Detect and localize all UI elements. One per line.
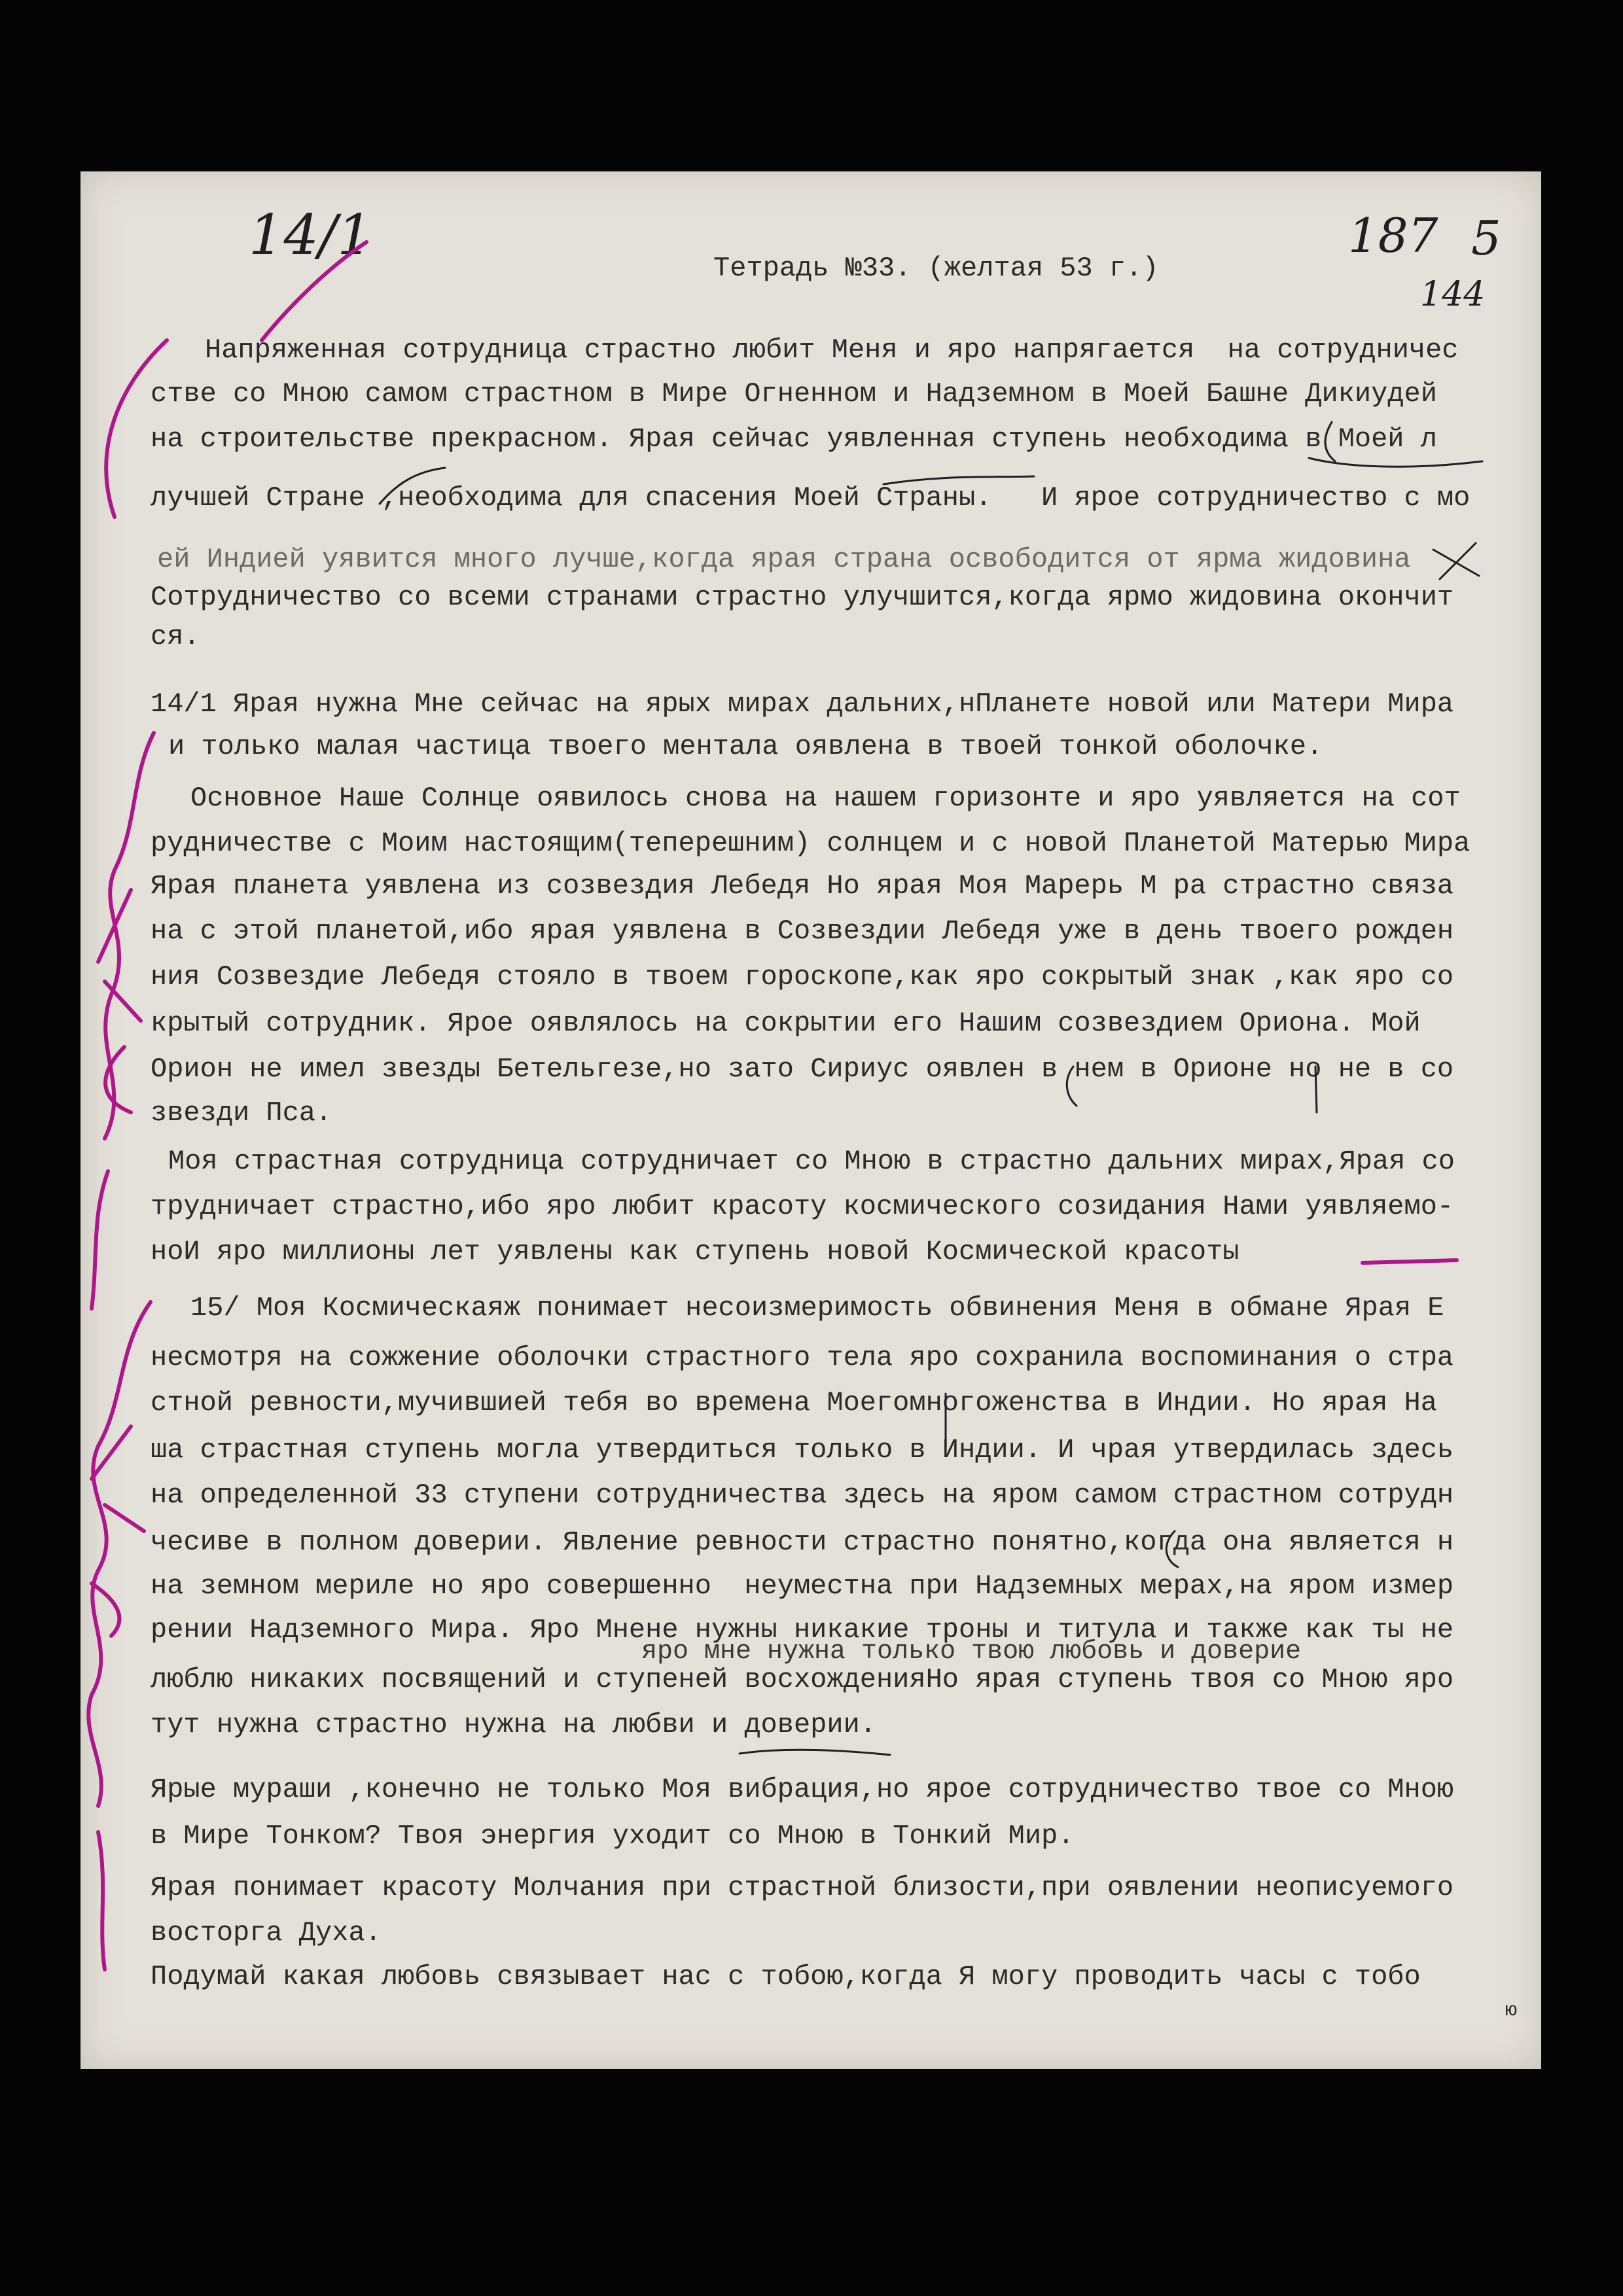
text-line: на определенной 33 ступени сотрудничества здесь на яром самом страстном сотрудн bbox=[151, 1479, 1454, 1511]
text-line: на строительстве прекрасном. Ярая сейчас уявленная ступень необходима в Моей л bbox=[151, 423, 1437, 455]
text-line: ся. bbox=[151, 621, 200, 652]
text-line: стве со Мною самом страстном в Мире Огненном и Надземном в Моей Башне Дикиудей bbox=[151, 378, 1437, 410]
text-line: тут нужна страстно нужна на любви и доверии. bbox=[151, 1709, 876, 1740]
text-line: ей Индией уявится много лучше,когда ярая страна освободится от ярма жидовина bbox=[157, 544, 1411, 575]
trailing-character: ю bbox=[1505, 2000, 1518, 2022]
page-number-annotation: 5 bbox=[1471, 211, 1501, 266]
text-line: несмотря на сожжение оболочки страстного тела яро сохранила воспоминания о стра bbox=[151, 1342, 1454, 1373]
folio-annotation: 14/1 bbox=[249, 203, 372, 267]
text-line: Ярая планета уявлена из созвездия Лебедя Но ярая Моя Марерь М ра страстно связа bbox=[151, 870, 1454, 902]
text-line: стной ревности,мучившией тебя во времена Моегомногоженства в Индии. Но ярая На bbox=[151, 1387, 1437, 1419]
text-line: Подумай какая любовь связывает нас с тобою,когда Я могу проводить часы с тобо bbox=[151, 1961, 1421, 1992]
text-line: ноИ яро миллионы лет уявлены как ступень новой Космической красоты bbox=[151, 1236, 1240, 1267]
text-line: рении Надземного Мира. Яро Мнене нужны никакие троны и титула и также как ты не bbox=[151, 1614, 1454, 1646]
text-line: Орион не имел звезды Бетельгезе,но зато Сириус оявлен в нем в Орионе но не в со bbox=[151, 1053, 1454, 1085]
text-line: Напряженная сотрудница страстно любит Меня и яро напрягается на сотрудничес bbox=[205, 334, 1459, 366]
text-line: восторга Духа. bbox=[151, 1917, 382, 1949]
overtyped-line: яро мне нужна только твою любовь и доверие bbox=[641, 1637, 1302, 1667]
text-line: трудничает страстно,ибо яро любит красоту космического созидания Нами уявляемо- bbox=[151, 1191, 1454, 1222]
text-line: рудничестве с Моим настоящим(теперешним) солнцем и с новой Планетой Матерью Мира bbox=[151, 828, 1471, 859]
text-line: на земном мериле но яро совершенно неуместна при Надземных мерах,на яром измер bbox=[151, 1570, 1454, 1602]
text-line: Ярая понимает красоту Молчания при страстной близости,при оявлении неописуемого bbox=[151, 1872, 1454, 1903]
text-line: в Мире Тонком? Твоя энергия уходит со Мною в Тонкий Мир. bbox=[151, 1820, 1075, 1852]
text-line: звезди Пса. bbox=[151, 1097, 332, 1129]
text-line: и только малая частица твоего ментала оявлена в твоей тонкой оболочке. bbox=[168, 731, 1323, 762]
text-line: ния Созвездие Лебедя стояло в твоем гороскопе,как яро сокрытый знак ,как яро со bbox=[151, 961, 1454, 993]
text-line: Сотрудничество со всеми странами страстно улучшится,когда ярмо жидовина окончит bbox=[151, 582, 1454, 613]
page-number-annotation: 144 bbox=[1420, 275, 1486, 314]
text-line: крытый сотрудник. Ярое оявлялось на сокрытии его Нашим созвездием Ориона. Мой bbox=[151, 1008, 1421, 1039]
text-line: Основное Наше Солнце оявилось снова на нашем горизонте и яро уявляется на сот bbox=[190, 783, 1461, 814]
text-line: люблю никаких посвящений и ступеней восхожденияНо ярая ступень твоя со Мною яро bbox=[151, 1664, 1454, 1695]
text-line: Ярые мураши ,конечно не только Моя вибрация,но ярое сотрудничество твое со Мною bbox=[151, 1774, 1454, 1805]
text-line: 14/1 Ярая нужна Мне сейчас на ярых мирах дальних,нПланете новой или Матери Мира bbox=[151, 688, 1454, 720]
text-line: чесиве в полном доверии. Явление ревности страстно понятно,когда она является н bbox=[151, 1527, 1454, 1558]
text-line: лучшей Стране ,необходима для спасения Моей Страны. И ярое сотрудничество с мо bbox=[151, 482, 1471, 514]
text-line: на с этой планетой,ибо ярая уявлена в Созвездии Лебедя уже в день твоего рожден bbox=[151, 915, 1454, 947]
page-number-annotation: 187 bbox=[1348, 208, 1438, 263]
document-header: Тетрадь №33. (желтая 53 г.) bbox=[713, 253, 1159, 284]
text-line: 15/ Моя Космическаяж понимает несоизмеримость обвинения Меня в обмане Ярая Е bbox=[190, 1292, 1444, 1324]
text-line: Моя страстная сотрудница сотрудничает со Мною в страстно дальних мирах,Ярая со bbox=[168, 1146, 1455, 1177]
text-line: ша страстная ступень могла утвердиться только в Индии. И чрая утвердилась здесь bbox=[151, 1434, 1454, 1466]
